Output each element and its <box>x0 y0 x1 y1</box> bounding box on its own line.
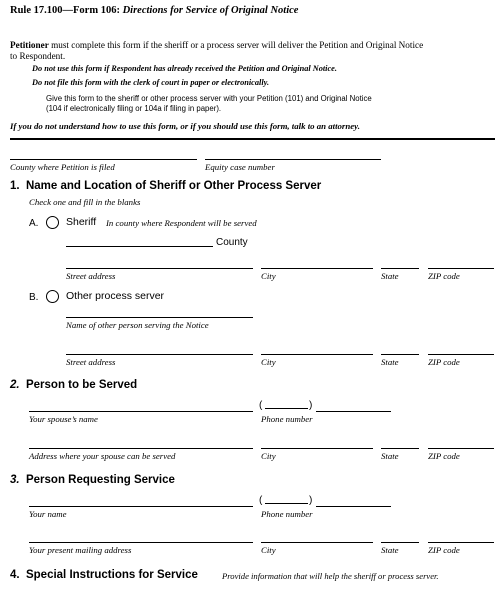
sheriff-county-field[interactable] <box>66 246 213 247</box>
other-server-radio[interactable] <box>46 290 59 303</box>
form-title <box>10 5 298 16</box>
requester-name-label: Your name <box>29 509 67 519</box>
spouse-phone-label: Phone number <box>261 414 313 424</box>
phone-paren-open-2: ( <box>259 495 263 506</box>
header-divider <box>10 138 495 140</box>
phone-paren-close: ) <box>309 400 313 411</box>
spouse-name-label: Your spouse’s name <box>29 414 98 424</box>
spouse-zip-label: ZIP code <box>428 451 460 461</box>
requester-address-label: Your present mailing address <box>29 545 132 555</box>
note-do-not-file: Do not file this form with the clerk of court in paper or electronically. <box>32 78 270 87</box>
give-line-1: Give this form to the sheriff or other process server with your Petition (101) and Original Notice <box>46 94 372 103</box>
other-server-name-label: Name of other person serving the Notice <box>66 320 209 330</box>
other-state-label: State <box>381 357 399 367</box>
sheriff-radio[interactable] <box>46 216 59 229</box>
section-4-heading: 4. Special Instructions for Service <box>10 569 198 581</box>
spouse-city-label: City <box>261 451 276 461</box>
requester-phone-field[interactable] <box>316 506 391 507</box>
requester-city-field[interactable] <box>261 542 373 543</box>
sheriff-state-field[interactable] <box>381 268 419 269</box>
sheriff-city-label: City <box>261 271 276 281</box>
sheriff-label: Sheriff <box>66 216 97 228</box>
attorney-warning: If you do not understand how to use this form, or if you should use this form, talk to an attorney. <box>10 121 360 131</box>
spouse-area-code-field[interactable] <box>265 408 308 409</box>
requester-state-field[interactable] <box>381 542 419 543</box>
phone-paren-open: ( <box>259 400 263 411</box>
requester-name-field[interactable] <box>29 506 253 507</box>
requester-phone-label: Phone number <box>261 509 313 519</box>
other-city-label: City <box>261 357 276 367</box>
other-server-label: Other process server <box>66 290 165 302</box>
sheriff-zip-label: ZIP code <box>428 271 460 281</box>
intro-line-1: Petitioner must complete this form if the sheriff or a process server will deliver the Petition and Original Notice <box>10 40 424 50</box>
spouse-phone-field[interactable] <box>316 411 391 412</box>
spouse-city-field[interactable] <box>261 448 373 449</box>
option-a-letter: A. <box>29 218 39 229</box>
sheriff-hint: In county where Respondent will be served <box>106 218 257 228</box>
spouse-address-label: Address where your spouse can be served <box>29 451 176 461</box>
requester-zip-label: ZIP code <box>428 545 460 555</box>
requester-zip-field[interactable] <box>428 542 494 543</box>
other-street-field[interactable] <box>66 354 253 355</box>
spouse-zip-field[interactable] <box>428 448 494 449</box>
give-line-2: (104 if electronically filing or 104a if filing in paper). <box>46 104 222 113</box>
sheriff-state-label: State <box>381 271 399 281</box>
other-zip-label: ZIP code <box>428 357 460 367</box>
equity-case-field[interactable] <box>205 159 381 160</box>
spouse-state-field[interactable] <box>381 448 419 449</box>
sheriff-street-label: Street address <box>66 271 116 281</box>
other-server-name-field[interactable] <box>66 317 253 318</box>
sheriff-zip-field[interactable] <box>428 268 494 269</box>
spouse-name-field[interactable] <box>29 411 253 412</box>
intro-line-2: to Respondent. <box>10 51 66 61</box>
county-field[interactable] <box>10 159 197 160</box>
county-suffix: County <box>216 237 248 248</box>
phone-paren-close-2: ) <box>309 495 313 506</box>
county-label: County where Petition is filed <box>10 162 115 172</box>
form-name: Directions for Service of Original Notice <box>122 5 299 16</box>
spouse-address-field[interactable] <box>29 448 253 449</box>
requester-state-label: State <box>381 545 399 555</box>
rule-label: Rule 17.100—Form 106: <box>10 5 120 16</box>
other-street-label: Street address <box>66 357 116 367</box>
section-1-heading: 1. Name and Location of Sheriff or Other Process Server <box>10 180 322 192</box>
section-1-instruction: Check one and fill in the blanks <box>29 197 141 207</box>
note-do-not-use: Do not use this form if Respondent has already received the Petition and Original Notice. <box>32 64 337 73</box>
equity-label: Equity case number <box>205 162 275 172</box>
section-3-heading: 3. Person Requesting Service <box>10 474 175 486</box>
other-zip-field[interactable] <box>428 354 494 355</box>
spouse-state-label: State <box>381 451 399 461</box>
option-b-letter: B. <box>29 292 39 303</box>
section-4-hint: Provide information that will help the sheriff or process server. <box>222 571 439 581</box>
other-city-field[interactable] <box>261 354 373 355</box>
sheriff-street-field[interactable] <box>66 268 253 269</box>
requester-address-field[interactable] <box>29 542 253 543</box>
other-state-field[interactable] <box>381 354 419 355</box>
sheriff-city-field[interactable] <box>261 268 373 269</box>
petitioner-label: Petitioner <box>10 40 49 50</box>
requester-city-label: City <box>261 545 276 555</box>
requester-area-code-field[interactable] <box>265 503 308 504</box>
section-2-heading: 2. Person to be Served <box>10 379 138 391</box>
